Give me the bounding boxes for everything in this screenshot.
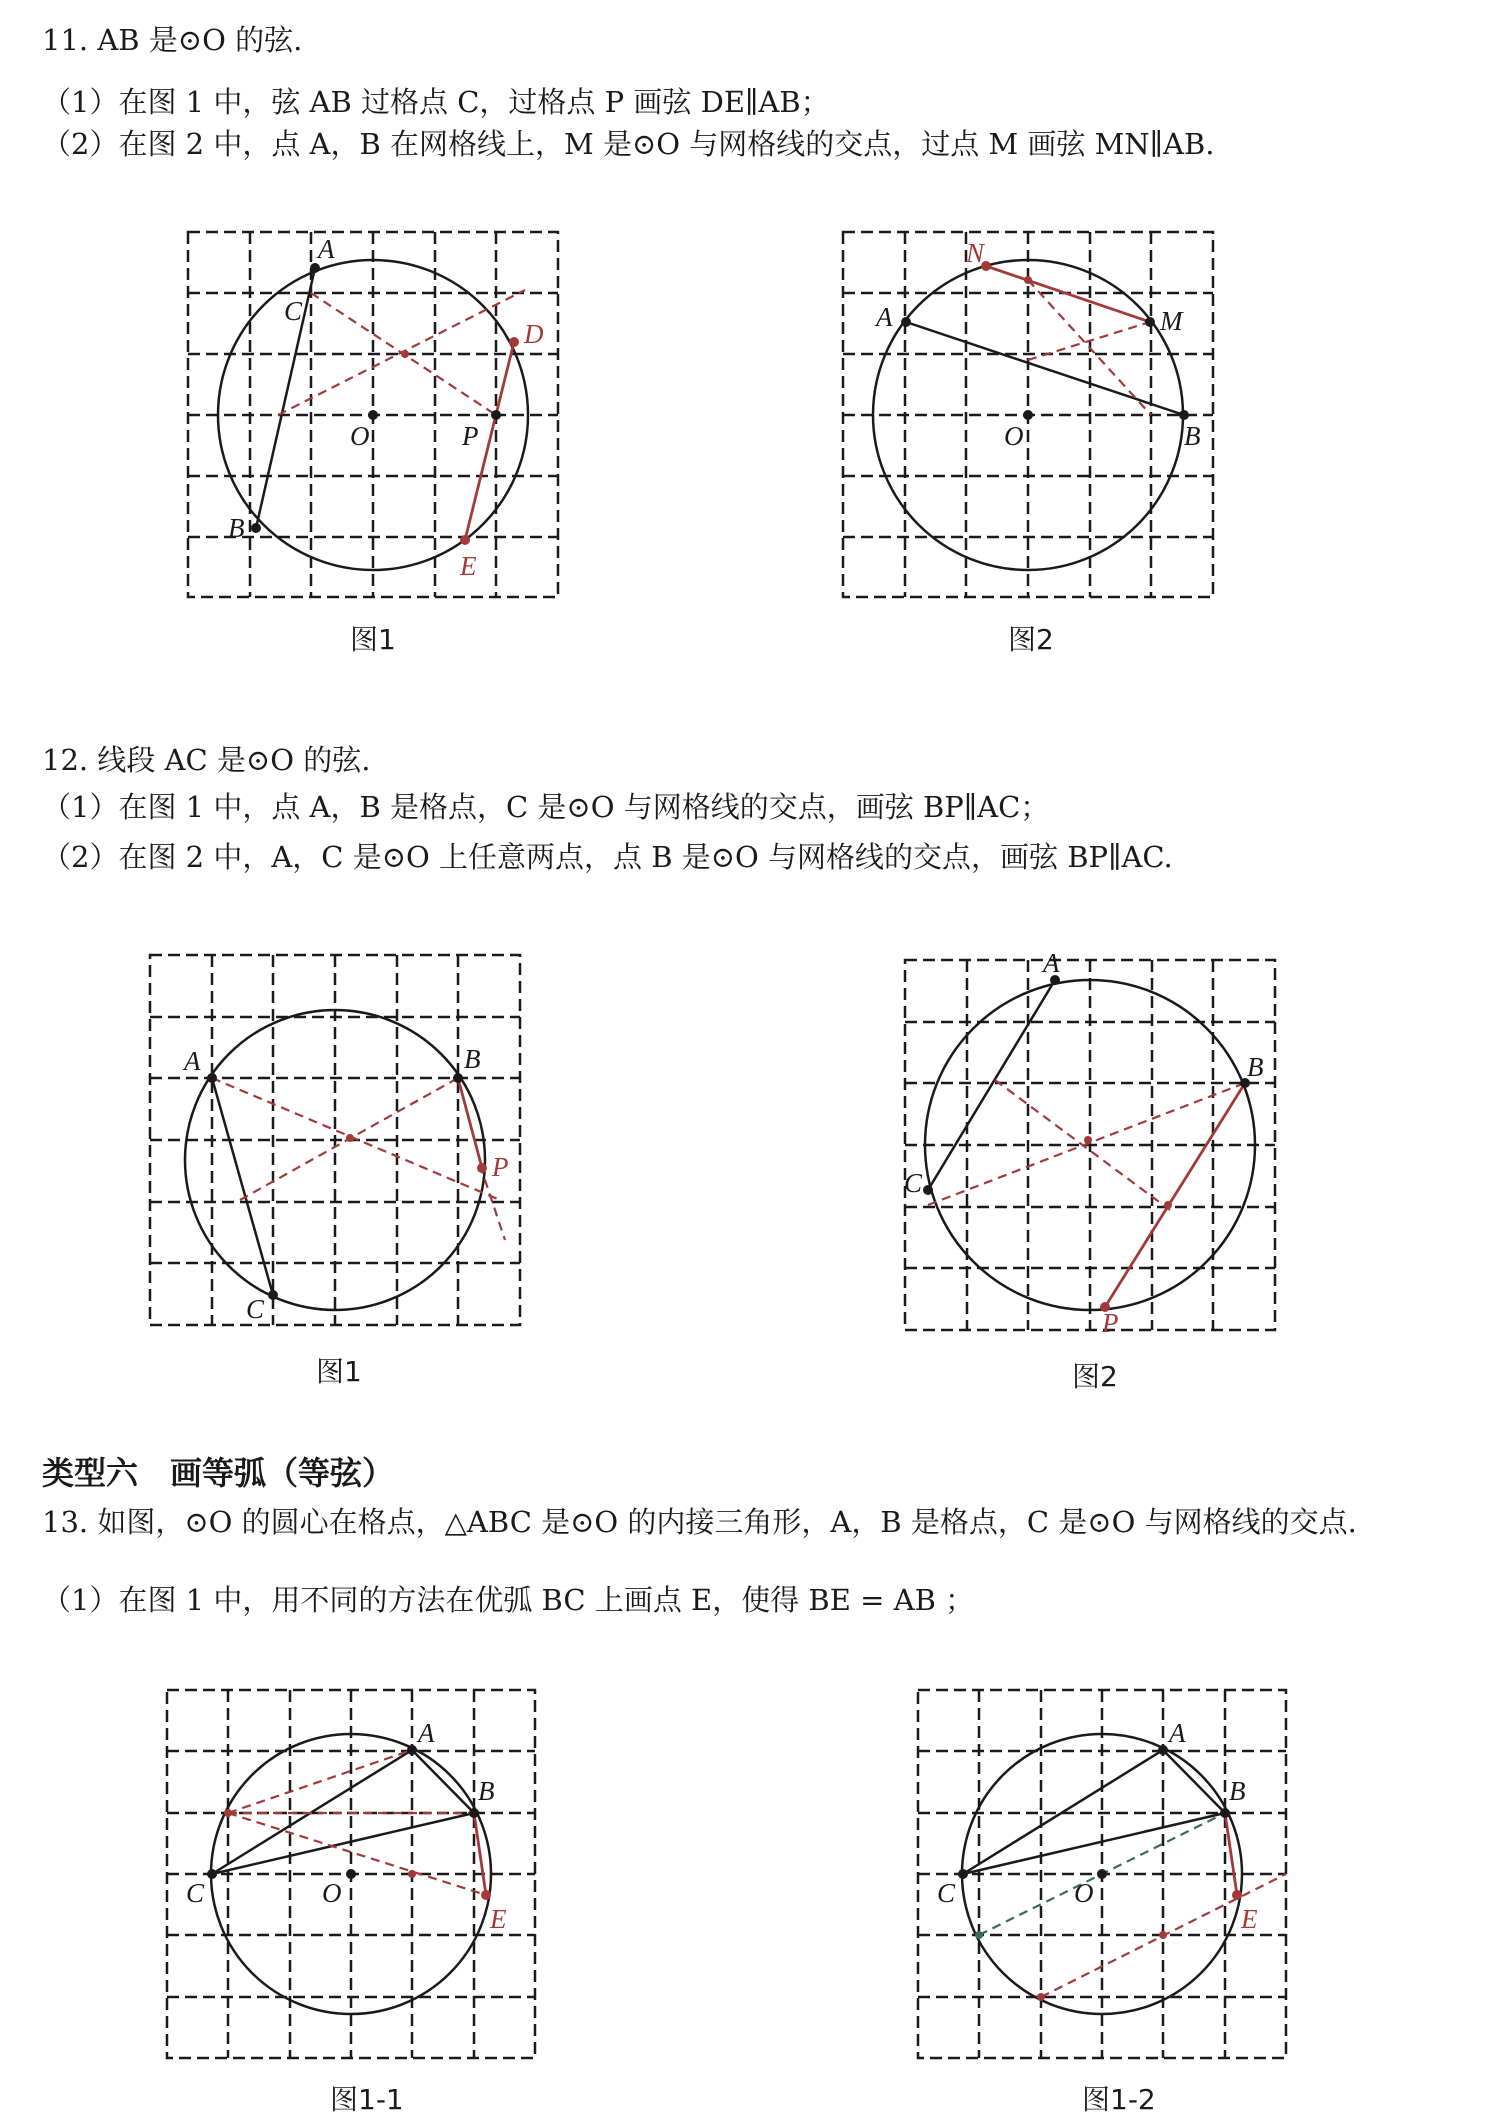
p12-fig1-label-b: B — [464, 1044, 481, 1074]
p13-fig11-chord-be — [474, 1813, 486, 1895]
p12-fig2-grid — [905, 960, 1275, 1330]
problem-13-part-1: （1）在图 1 中，用不同的方法在优弧 BC 上画点 E，使得 BE = AB ； — [42, 1583, 975, 1617]
p13-fig12-label-o: O — [1074, 1878, 1094, 1908]
p13-fig12-label-e: E — [1241, 1904, 1258, 1934]
p11-fig1 — [188, 232, 558, 597]
p12-fig1-label-a: A — [184, 1046, 201, 1076]
p13-fig11-label-o: O — [322, 1878, 342, 1908]
p13-fig11-caption: 图1-1 — [330, 2083, 404, 2116]
problem-11-part-2: （2）在图 2 中，点 A，B 在网格线上，M 是⊙O 与网格线的交点，过点 M 画弦 MN∥AB. — [42, 127, 1215, 161]
p11-fig1-label-a: A — [318, 234, 335, 264]
p11-fig1-label-c: C — [284, 296, 303, 326]
p11-fig2 — [843, 232, 1213, 597]
p12-fig2-label-c: C — [904, 1168, 923, 1198]
p13-fig12-caption: 图1-2 — [1082, 2083, 1156, 2116]
p13-fig12-chord-be — [1225, 1813, 1237, 1895]
p12-fig1 — [150, 955, 520, 1325]
p11-fig2-label-o: O — [1004, 421, 1024, 451]
p13-fig1-1 — [167, 1690, 535, 2058]
p13-fig11-label-e: E — [490, 1904, 507, 1934]
p11-fig2-chord-ab — [906, 322, 1184, 415]
p13-fig1-2 — [918, 1690, 1286, 2058]
p11-fig2-label-m: M — [1160, 306, 1183, 336]
p11-fig2-caption: 图2 — [1008, 623, 1054, 656]
p12-fig1-chord-bp — [458, 1078, 482, 1168]
p11-fig1-label-e: E — [460, 551, 477, 581]
problem-12-part-1: （1）在图 1 中，点 A，B 是格点，C 是⊙O 与网格线的交点，画弦 BP∥AC； — [42, 790, 1050, 824]
p11-fig2-label-b: B — [1184, 421, 1201, 451]
p12-fig1-label-p: P — [492, 1152, 509, 1182]
p11-fig1-label-b: B — [228, 513, 245, 543]
problem-11-stem: 11. AB 是⊙O 的弦. — [42, 23, 303, 57]
p12-fig2 — [904, 948, 1275, 1338]
p12-fig1-caption: 图1 — [316, 1355, 362, 1388]
p11-fig1-label-p: P — [462, 421, 479, 451]
p12-fig2-caption: 图2 — [1072, 1360, 1118, 1393]
problem-12-part-2: （2）在图 2 中，A，C 是⊙O 上任意两点，点 B 是⊙O 与网格线的交点，画弦 BP∥AC. — [42, 840, 1173, 874]
p12-fig2-label-a: A — [1043, 948, 1060, 978]
p13-fig12-label-b: B — [1229, 1776, 1246, 1806]
p11-fig1-label-d: D — [524, 319, 544, 349]
problem-13-stem: 13. 如图，⊙O 的圆心在格点，△ABC 是⊙O 的内接三角形，A，B 是格点，C 是⊙O 与网格线的交点. — [42, 1505, 1357, 1539]
p11-fig1-caption: 图1 — [350, 623, 396, 656]
p11-fig1-label-o: O — [350, 421, 370, 451]
problem-12-stem: 12. 线段 AC 是⊙O 的弦. — [42, 743, 371, 777]
p11-fig2-label-n: N — [966, 238, 985, 268]
p12-fig1-label-c: C — [246, 1294, 265, 1324]
p13-fig12-triangle — [963, 1750, 1225, 1874]
p13-fig11-label-a: A — [418, 1718, 435, 1748]
p13-fig12-label-a: A — [1169, 1718, 1186, 1748]
p12-fig2-label-b: B — [1247, 1052, 1264, 1082]
p12-fig1-construction — [212, 1078, 505, 1240]
p13-fig11-label-b: B — [478, 1776, 495, 1806]
p13-fig12-label-c: C — [937, 1878, 956, 1908]
p13-fig11-label-c: C — [186, 1878, 205, 1908]
section-heading: 类型六 画等弧（等弦） — [42, 1454, 395, 1492]
p12-fig2-label-p: P — [1102, 1308, 1119, 1338]
p11-fig2-label-a: A — [876, 302, 893, 332]
p12-fig2-chord-bp — [1105, 1083, 1245, 1307]
problem-11-part-1: （1）在图 1 中，弦 AB 过格点 C，过格点 P 画弦 DE∥AB； — [42, 85, 830, 119]
